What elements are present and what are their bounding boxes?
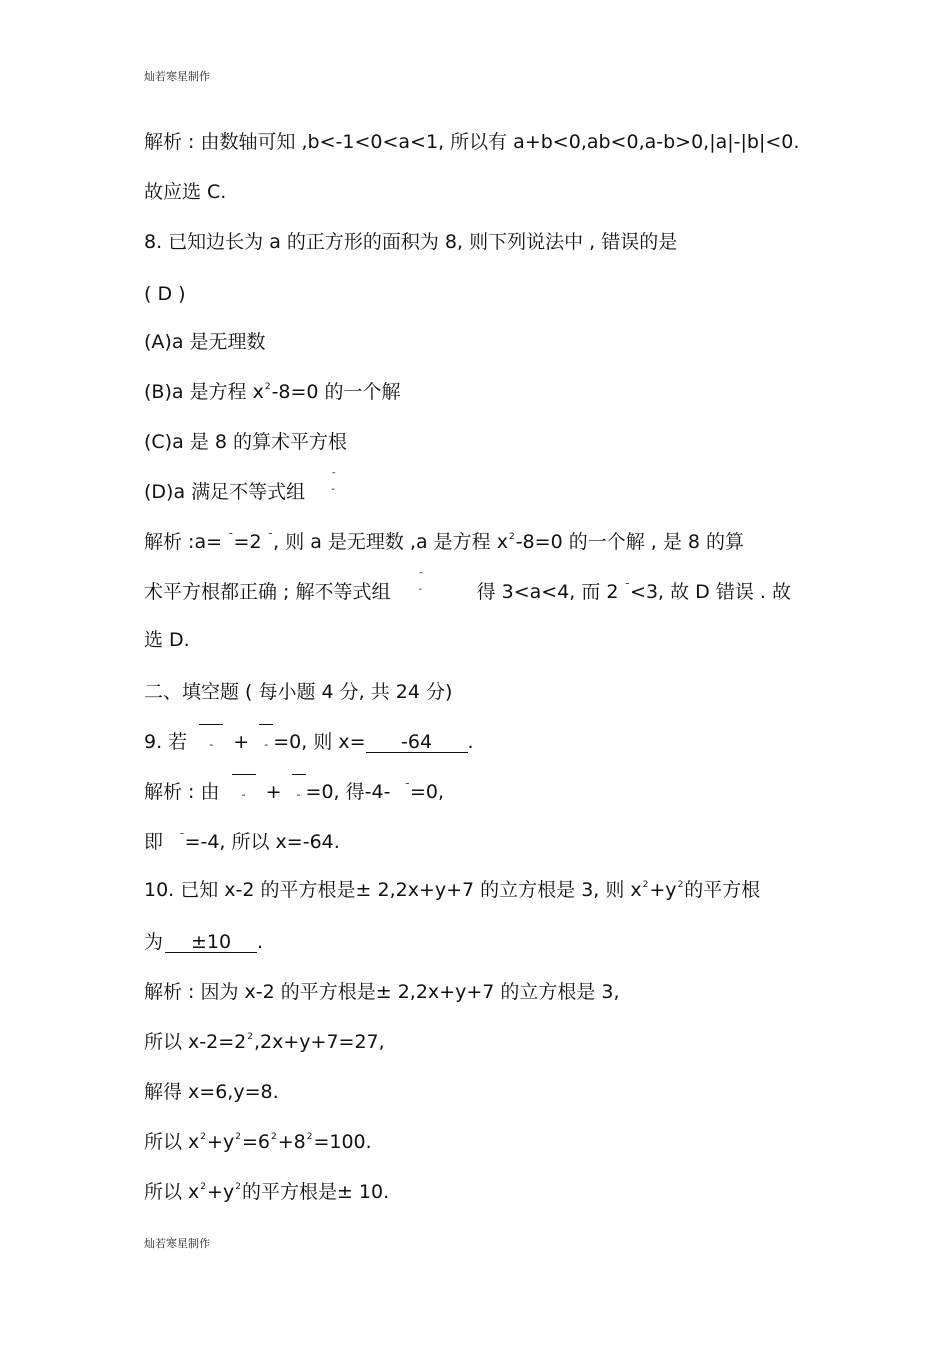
superscript: 2 — [306, 1132, 313, 1142]
cube-root-placeholder: - — [232, 780, 256, 807]
solution-q10-text-1: 所以 x-2=2 — [144, 1031, 247, 1053]
solution-q10-text-9: +y — [207, 1181, 235, 1203]
superscript: 2 — [200, 1182, 207, 1192]
answer-blank-q8: ( D ) — [144, 283, 186, 305]
question-10 — [144, 878, 760, 906]
sqrt-placeholder: ¯ — [404, 781, 410, 794]
solution-q9-text-5: =-4, 所以 x=-64. — [184, 831, 340, 853]
sqrt-placeholder: - — [292, 780, 306, 807]
solution-q10-line5 — [144, 1180, 389, 1208]
option-d — [144, 472, 337, 504]
solution-q9-line1 — [144, 780, 444, 807]
solution-q9-text-2: =0, 得-4- — [305, 781, 391, 803]
solution-q9-line2 — [144, 830, 340, 857]
solution-q9-text-1: 解析 : 由 — [144, 781, 220, 803]
solution-q8-text-5: 术平方根都正确 ; 解不等式组 — [144, 581, 391, 603]
question-10-text-2: +y — [649, 879, 677, 901]
superscript: 2 — [264, 382, 271, 392]
solution-q8-line1 — [144, 530, 744, 558]
sqrt-placeholder: ¯ — [228, 531, 234, 544]
superscript: 2 — [235, 1132, 241, 1142]
solution-q10-text-4: +y — [207, 1131, 235, 1153]
dash-mark: - — [418, 584, 423, 595]
question-10-text-4: 为 — [144, 931, 164, 953]
sqrt-placeholder: - — [259, 730, 273, 757]
question-9-text-1: 9. 若 — [144, 731, 188, 753]
macron-mark: ¯ — [418, 572, 424, 583]
solution-q8-text-7: <3, 故 D 错误 . 故 — [630, 581, 791, 603]
superscript: 2 — [247, 1032, 253, 1042]
question-10-text-1: 10. 已知 x-2 的平方根是± 2,2x+y+7 的立方根是 3, 则 x — [144, 879, 642, 901]
solution-q8-text-4: -8=0 的一个解 , 是 8 的算 — [515, 531, 744, 553]
option-a: (A)a 是无理数 — [144, 331, 266, 353]
solution-q10-text-10: 的平方根是± 10. — [241, 1181, 390, 1203]
solution-q10-text-8: 所以 x — [144, 1181, 200, 1203]
section-heading-fill-blank: 二、填空题 ( 每小题 4 分, 共 24 分) — [144, 681, 453, 703]
macron-mark: ¯ — [331, 472, 337, 483]
cube-root-placeholder: - — [199, 730, 223, 757]
sqrt-placeholder: ¯ — [179, 831, 185, 844]
solution-q8-text-1: 解析 :a= — [144, 531, 229, 553]
solution-q8-text-2: =2 — [233, 531, 268, 553]
solution-q9-text-3: =0, — [409, 781, 445, 803]
question-10-answer-line — [144, 930, 263, 954]
dash-mark: - — [331, 484, 335, 495]
solution-q7: 解析 : 由数轴可知 ,b<-1<0<a<1, 所以有 a+b<0,ab<0,a-b>0,|a|-|b|<0. — [144, 131, 800, 153]
option-d-text: (D)a 满足不等式组 — [144, 481, 306, 503]
question-10-text-3: 的平方根 — [684, 879, 761, 901]
option-b — [144, 380, 401, 408]
solution-q9-text-4: 即 — [144, 831, 164, 853]
superscript: 2 — [642, 880, 649, 890]
sqrt-placeholder: ¯ — [267, 531, 274, 544]
superscript: 2 — [677, 880, 684, 890]
inequality-system-placeholder — [331, 472, 336, 496]
option-b-text-1: (B)a 是方程 x — [144, 381, 264, 403]
solution-q10-text-7: =100. — [313, 1131, 372, 1153]
question-10-text-5: . — [257, 931, 264, 953]
answer-q7: 故应选 C. — [144, 181, 227, 203]
solution-q8-line2 — [144, 572, 791, 607]
solution-q8-line3: 选 D. — [144, 629, 190, 651]
solution-q8-text-6: 得 3<a<4, 而 2 — [476, 581, 625, 603]
solution-q10-text-3: 所以 x — [144, 1131, 200, 1153]
plus-sign: + — [265, 781, 282, 803]
question-8: 8. 已知边长为 a 的正方形的面积为 8, 则下列说法中 , 错误的是 — [144, 231, 678, 253]
plus-sign: + — [233, 731, 250, 753]
solution-q10-line1: 解析 : 因为 x-2 的平方根是± 2,2x+y+7 的立方根是 3, — [144, 981, 620, 1003]
superscript: 2 — [235, 1182, 241, 1192]
sqrt-placeholder: ¯ — [624, 581, 631, 594]
solution-q10-text-2: ,2x+y+7=27, — [253, 1031, 385, 1053]
question-9-text-2: =0, 则 x= — [273, 731, 366, 753]
solution-q10-line4 — [144, 1130, 372, 1158]
answer-blank-q10: ±10 — [165, 932, 257, 953]
solution-q8-text-3: , 则 a 是无理数 ,a 是方程 x — [273, 531, 508, 553]
question-9 — [144, 730, 474, 757]
page-footer: 灿若寒星制作 — [144, 1237, 210, 1250]
superscript: 2 — [508, 532, 515, 542]
superscript: 2 — [270, 1132, 277, 1142]
solution-q10-text-6: +8 — [277, 1131, 306, 1153]
question-9-text-3: . — [467, 731, 474, 753]
answer-blank-q9: -64 — [366, 732, 468, 753]
inequality-system-placeholder — [419, 572, 465, 596]
solution-q10-line3: 解得 x=6,y=8. — [144, 1081, 279, 1103]
solution-q10-line2 — [144, 1030, 385, 1058]
superscript: 2 — [200, 1132, 207, 1142]
page-header: 灿若寒星制作 — [144, 70, 210, 83]
option-b-text-2: -8=0 的一个解 — [271, 381, 401, 403]
solution-q10-text-5: =6 — [241, 1131, 270, 1153]
option-c: (C)a 是 8 的算术平方根 — [144, 431, 347, 453]
